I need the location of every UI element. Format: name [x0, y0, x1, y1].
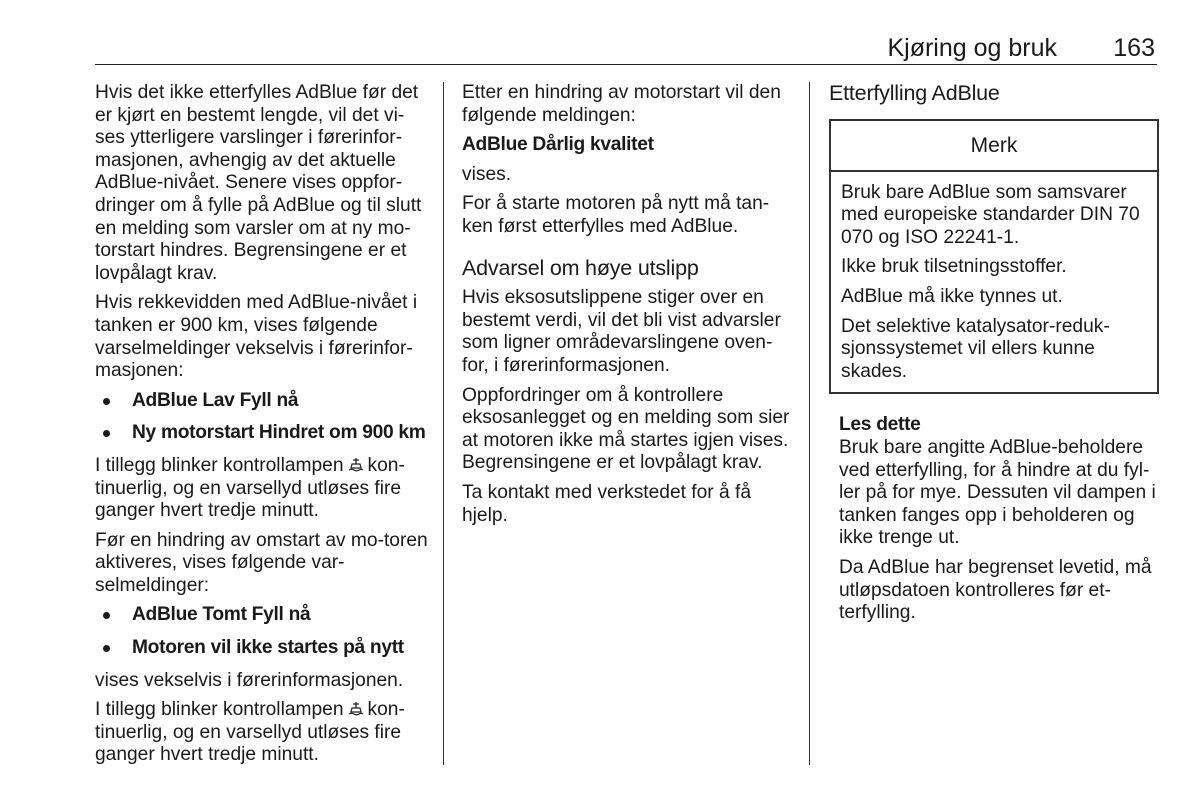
paragraph: Ikke bruk tilsetningsstoffer. — [841, 256, 1067, 278]
paragraph: vises vekselvis i førerinformasjonen. — [95, 669, 404, 691]
paragraph: Det selektive katalysator-reduk-sjonssystemet vil ellers kunne skades. — [841, 315, 1110, 382]
paragraph: Ta kontakt med verkstedet for å få hjelp. — [462, 481, 752, 526]
paragraph: Da AdBlue har begrenset levetid, må utløpsdatoen kontrolleres før et-terfylling. — [839, 556, 1152, 624]
caution-block — [829, 414, 1159, 624]
note-box — [829, 119, 1159, 395]
section-heading: Etterfylling AdBlue — [829, 81, 1000, 105]
paragraph: Hvis det ikke etterfylles AdBlue før det er kjørt en bestemt lengde, vil det vi-ses ytterligere varslinger i førerinfor-masjonen, avhengig av det aktuelle AdBlue-nivået. Senere vises oppfor-dringer om å fylle på AdBlue og til slutt en melding som varsler om at ny mo-torstart hindres. Begrensingene er et lovpålagt krav. — [95, 82, 422, 284]
page-title: Kjøring og bruk — [887, 34, 1057, 62]
bullet-icon — [103, 398, 110, 405]
paragraph: Hvis rekkevidden med AdBlue-nivået i tanken er 900 km, vises følgende varselmeldinger vekselvis i førerinfor-masjonen: — [95, 292, 418, 382]
paragraph: Bruk bare AdBlue som samsvarer med europeiske standarder DIN 70 070 og ISO 22241-1. — [841, 181, 1140, 248]
paragraph: For å starte motoren på nytt må tan-ken først etterfylles med AdBlue. — [462, 193, 770, 237]
list-item: Motoren vil ikke startes på nytt — [95, 637, 428, 660]
paragraph: vises. — [462, 163, 512, 185]
column-divider — [443, 82, 444, 765]
bullet-icon — [103, 612, 110, 619]
paragraph: I tillegg blinker kontrollampen kon-tinuerlig, og en varsellyd utløses fire ganger hvert tredje minutt. — [95, 699, 405, 766]
warning-message-list — [95, 390, 428, 445]
adblue-warning-icon — [347, 701, 365, 716]
paragraph: Bruk bare angitte AdBlue-beholdere ved etterfylling, for å hindre at du fyl-ler på for mye. Dessuten vil dampen i tanken fanges opp i beholderen og ikke trenge ut. — [839, 436, 1156, 549]
section-heading: Advarsel om høye utslipp — [462, 255, 699, 280]
display-message: AdBlue Dårlig kvalitet — [462, 134, 654, 156]
warning-message-list — [95, 604, 428, 659]
column-divider — [809, 82, 810, 765]
list-item: AdBlue Lav Fyll nå — [95, 390, 428, 413]
list-item: AdBlue Tomt Fyll nå — [95, 604, 428, 627]
bullet-icon — [103, 430, 110, 437]
column-middle — [462, 82, 794, 534]
column-right — [829, 82, 1159, 632]
column-left — [95, 82, 428, 774]
note-title: Merk — [831, 121, 1157, 172]
list-item: Ny motorstart Hindret om 900 km — [95, 422, 428, 445]
caution-title: Les dette — [839, 414, 921, 436]
paragraph: I tillegg blinker kontrollampen kon-tinuerlig, og en varsellyd utløses fire ganger hvert tredje minutt. — [95, 454, 405, 522]
bullet-icon — [103, 645, 110, 652]
paragraph: Hvis eksosutslippene stiger over en bestemt verdi, vil det bli vist advarsler som ligner områdevarslingene oven-for, i førerinformasjonen. — [462, 287, 781, 376]
adblue-warning-icon — [347, 457, 365, 472]
page-header — [95, 30, 1157, 65]
paragraph: Før en hindring av omstart av mo-toren aktiveres, vises følgende var-selmeldinger: — [95, 529, 428, 596]
paragraph: Etter en hindring av motorstart vil den følgende meldingen: — [462, 82, 781, 126]
paragraph: Oppfordringer om å kontrollere eksosanlegget og en melding som sier at motoren ikke må startes igjen vises. Begrensingene er et lovpålagt krav. — [462, 384, 790, 474]
note-body — [831, 172, 1157, 393]
paragraph: AdBlue må ikke tynnes ut. — [841, 285, 1063, 307]
page-number: 163 — [1113, 34, 1155, 62]
